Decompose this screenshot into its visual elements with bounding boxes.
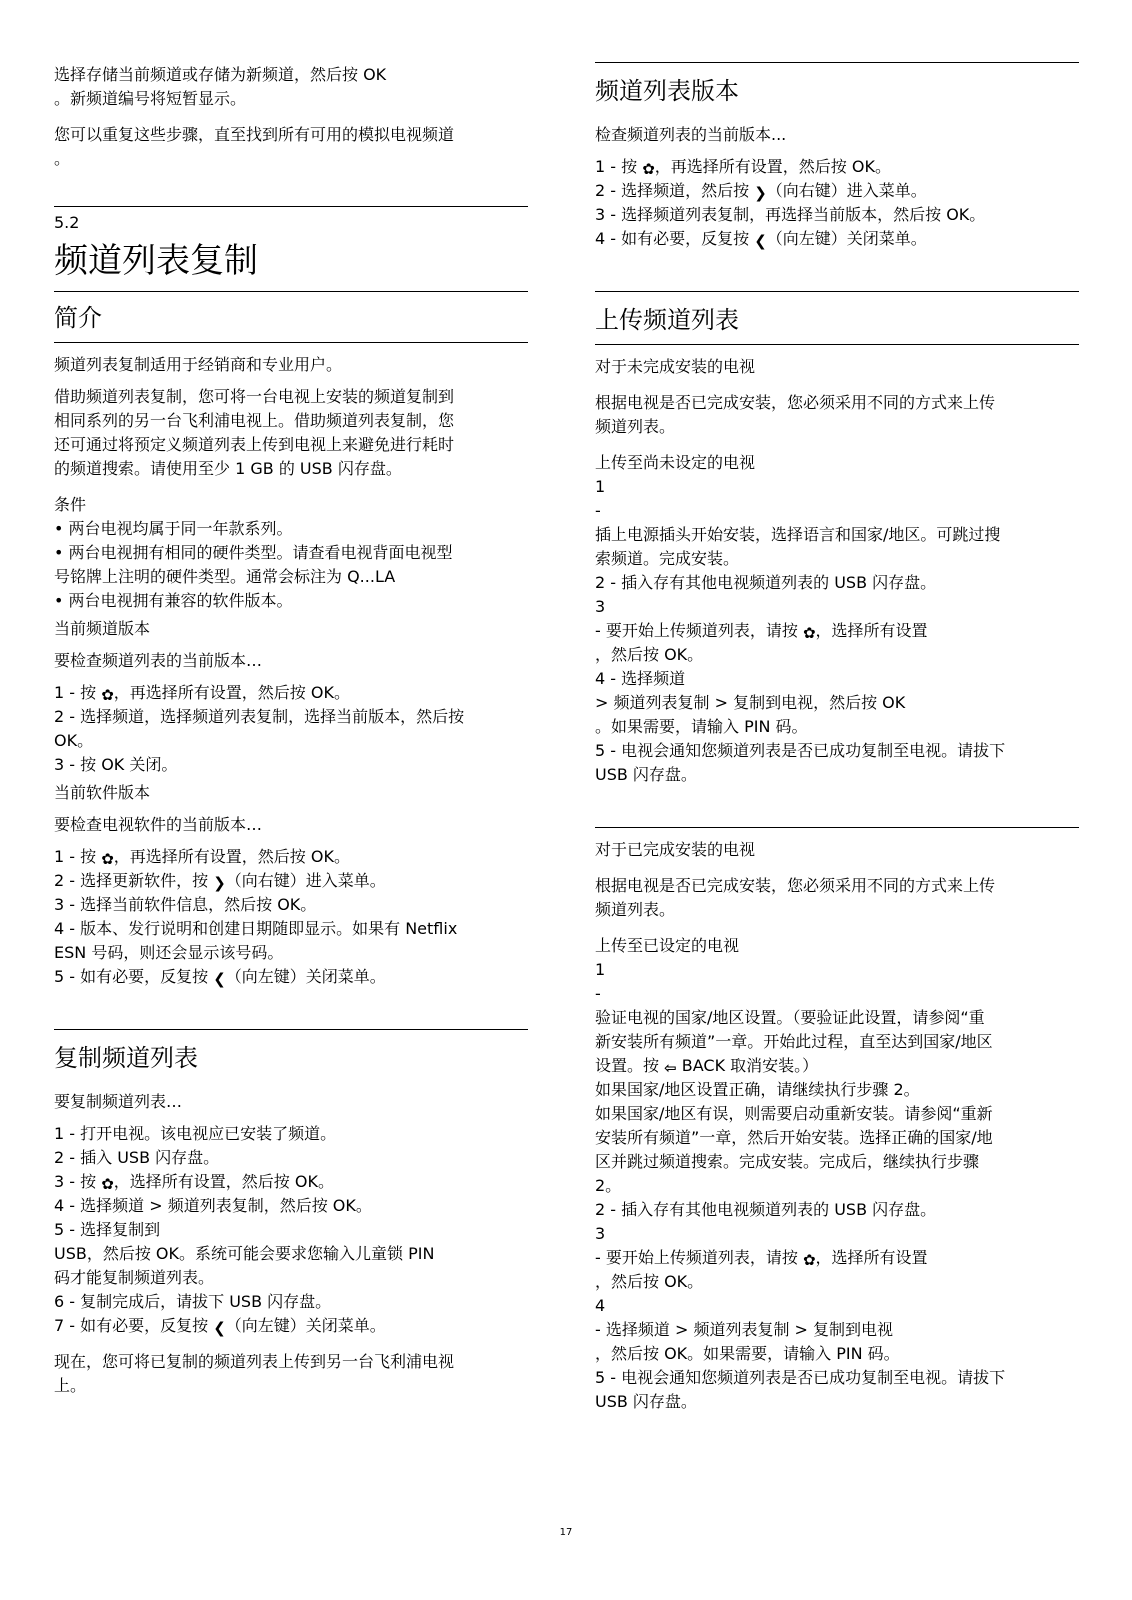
paragraph-line: 频道列表。 xyxy=(595,417,676,436)
page-number: 17 xyxy=(559,1527,573,1538)
chevron-left-icon: ❮ xyxy=(754,232,767,250)
step: 如果国家/地区设置正确，请继续执行步骤 2。 xyxy=(595,1080,920,1099)
step: ESN 号码，则还会显示该号码。 xyxy=(54,943,284,962)
step xyxy=(54,1314,528,1338)
step-number: 1 xyxy=(595,477,606,496)
step-text: BACK 取消安装。） xyxy=(676,1056,819,1075)
chevron-left-icon: ❮ xyxy=(213,970,226,988)
step: 安装所有频道”一章，然后开始安装。选择正确的国家/地 xyxy=(595,1128,993,1147)
paragraph: 频道列表复制适用于经销商和专业用户。 xyxy=(54,355,343,374)
step-text: ，选择所有设置 xyxy=(815,621,928,640)
step-text: ，再选择所有设置，然后按 OK。 xyxy=(654,157,891,176)
repeat-line: 您可以重复这些步骤，直至找到所有可用的模拟电视频道 xyxy=(54,125,455,144)
step-number: 4 xyxy=(595,1296,606,1315)
subheading: 对于未完成安装的电视 xyxy=(595,357,756,376)
paragraph: 检查频道列表的当前版本... xyxy=(595,125,787,144)
step xyxy=(595,1054,1079,1078)
step-number: 1 xyxy=(595,960,606,979)
step: 插上电源插头开始安装，选择语言和国家/地区。可跳过搜 xyxy=(595,525,1001,544)
condition-item: 号铭牌上注明的硬件类型。通常会标注为 Q...LA xyxy=(54,567,396,586)
step-text: 3 - 按 xyxy=(54,1172,102,1191)
step-text: （向右键）进入菜单。 xyxy=(766,181,927,200)
step-text: ，选择所有设置 xyxy=(815,1248,928,1267)
conditions-heading: 条件 xyxy=(54,495,87,514)
step-text: 7 - 如有必要，反复按 xyxy=(54,1316,214,1335)
step xyxy=(595,1246,1079,1270)
paragraph-line: 上。 xyxy=(54,1376,87,1395)
paragraph-line: 根据电视是否已完成安装，您必须采用不同的方式来上传 xyxy=(595,393,996,412)
section-divider xyxy=(54,206,528,207)
step: 新安装所有频道”一章。开始此过程，直至达到国家/地区 xyxy=(595,1032,993,1051)
step xyxy=(54,681,528,705)
settings-gear-icon: ✿ xyxy=(642,160,655,178)
paragraph-line: 借助频道列表复制，您可将一台电视上安装的频道复制到 xyxy=(54,387,455,406)
paragraph-line: 根据电视是否已完成安装，您必须采用不同的方式来上传 xyxy=(595,876,996,895)
step: 4 - 选择频道 > 频道列表复制，然后按 OK。 xyxy=(54,1196,372,1215)
title-divider xyxy=(54,291,528,292)
step: 码才能复制频道列表。 xyxy=(54,1268,215,1287)
repeat-line: 。 xyxy=(54,149,71,168)
step-text: 1 - 按 xyxy=(595,157,643,176)
subheading: 上传至尚未设定的电视 xyxy=(595,453,756,472)
settings-gear-icon: ✿ xyxy=(101,686,114,704)
step: OK。 xyxy=(54,731,94,750)
condition-item: • 两台电视拥有兼容的软件版本。 xyxy=(54,591,293,610)
heading-divider xyxy=(595,291,1079,292)
step-text: - 要开始上传频道列表，请按 xyxy=(595,621,803,640)
step-text: ，再选择所有设置，然后按 OK。 xyxy=(113,683,350,702)
step-text: 4 - 如有必要，反复按 xyxy=(595,229,755,248)
section-title: 频道列表复制 xyxy=(54,241,258,281)
intro-line: 选择存储当前频道或存储为新频道，然后按 OK xyxy=(54,65,387,84)
step-text: （向左键）关闭菜单。 xyxy=(225,1316,386,1335)
step: ，然后按 OK。 xyxy=(595,1272,704,1291)
settings-gear-icon: ✿ xyxy=(802,1251,816,1269)
step: 4 - 版本、发行说明和创建日期随即显示。如果有 Netflix xyxy=(54,919,458,938)
step-text: （向右键）进入菜单。 xyxy=(225,871,386,890)
step: 5 - 选择复制到 xyxy=(54,1220,161,1239)
back-arrow-icon: ⇦ xyxy=(664,1059,677,1077)
step: ，然后按 OK。如果需要，请输入 PIN 码。 xyxy=(595,1344,900,1363)
version-heading: 频道列表版本 xyxy=(595,77,739,105)
step xyxy=(54,869,528,893)
step: 验证电视的国家/地区设置。（要验证此设置，请参阅“重 xyxy=(595,1008,985,1027)
paragraph: 要检查频道列表的当前版本… xyxy=(54,651,263,670)
step-text: - 要开始上传频道列表，请按 xyxy=(595,1248,803,1267)
step: USB 闪存盘。 xyxy=(595,765,697,784)
step: 如果国家/地区有误，则需要启动重新安装。请参阅“重新 xyxy=(595,1104,993,1123)
paragraph-line: 现在，您可将已复制的频道列表上传到另一台飞利浦电视 xyxy=(54,1352,455,1371)
step: - 选择频道 > 频道列表复制 > 复制到电视 xyxy=(595,1320,894,1339)
settings-gear-icon: ✿ xyxy=(101,850,114,868)
right-column xyxy=(595,0,1079,1414)
step xyxy=(595,155,1079,179)
step: ，然后按 OK。 xyxy=(595,645,704,664)
step: 2 - 插入存有其他电视频道列表的 USB 闪存盘。 xyxy=(595,1200,937,1219)
settings-gear-icon: ✿ xyxy=(802,624,816,642)
step-text: 设置。按 xyxy=(595,1056,665,1075)
subheading: 上传至已设定的电视 xyxy=(595,936,740,955)
step: 2 - 插入 USB 闪存盘。 xyxy=(54,1148,220,1167)
step: USB 闪存盘。 xyxy=(595,1392,697,1411)
step: 2 - 插入存有其他电视频道列表的 USB 闪存盘。 xyxy=(595,573,937,592)
step: 5 - 电视会通知您频道列表是否已成功复制至电视。请拔下 xyxy=(595,741,1006,760)
step xyxy=(54,845,528,869)
step xyxy=(595,227,1079,251)
step: 4 - 选择频道 xyxy=(595,669,686,688)
paragraph-line: 还可通过将预定义频道列表上传到电视上来避免进行耗时 xyxy=(54,435,455,454)
upload-heading: 上传频道列表 xyxy=(595,306,739,334)
step: 3 - 选择当前软件信息，然后按 OK。 xyxy=(54,895,317,914)
step-dash: - xyxy=(595,984,601,1003)
intro-heading: 简介 xyxy=(54,304,102,332)
chevron-left-icon: ❮ xyxy=(213,1319,226,1337)
step-text: 5 - 如有必要，反复按 xyxy=(54,967,214,986)
paragraph-line: 频道列表。 xyxy=(595,900,676,919)
settings-gear-icon: ✿ xyxy=(101,1175,114,1193)
paragraph: 要复制频道列表… xyxy=(54,1092,183,1111)
step-text: （向左键）关闭菜单。 xyxy=(766,229,927,248)
step-text: 2 - 选择更新软件，按 xyxy=(54,871,214,890)
chevron-right-icon: ❯ xyxy=(754,184,767,202)
step-number: 3 xyxy=(595,1224,606,1243)
step-text: 1 - 按 xyxy=(54,683,102,702)
step: USB，然后按 OK。系统可能会要求您输入儿童锁 PIN xyxy=(54,1244,435,1263)
step xyxy=(595,179,1079,203)
heading-divider xyxy=(54,1029,528,1030)
step: 6 - 复制完成后，请拔下 USB 闪存盘。 xyxy=(54,1292,332,1311)
step-text: 2 - 选择频道，然后按 xyxy=(595,181,755,200)
subheading: 对于已完成安装的电视 xyxy=(595,840,756,859)
left-column xyxy=(54,0,528,1398)
step-text: （向左键）关闭菜单。 xyxy=(225,967,386,986)
intro-line: 。新频道编号将短暂显示。 xyxy=(54,89,247,108)
paragraph: 要检查电视软件的当前版本… xyxy=(54,815,263,834)
step xyxy=(54,1170,528,1194)
paragraph-line: 的频道搜索。请使用至少 1 GB 的 USB 闪存盘。 xyxy=(54,459,402,478)
step-number: 3 xyxy=(595,597,606,616)
step: 索频道。完成安装。 xyxy=(595,549,740,568)
section-number: 5.2 xyxy=(54,213,80,232)
subheading: 当前频道版本 xyxy=(54,619,151,638)
copy-heading: 复制频道列表 xyxy=(54,1044,198,1072)
step-text: 1 - 按 xyxy=(54,847,102,866)
step: 1 - 打开电视。该电视应已安装了频道。 xyxy=(54,1124,337,1143)
step: 区并跳过频道搜索。完成安装。完成后，继续执行步骤 xyxy=(595,1152,980,1171)
heading-divider xyxy=(595,62,1079,63)
condition-item: • 两台电视均属于同一年款系列。 xyxy=(54,519,293,538)
subheading: 当前软件版本 xyxy=(54,783,151,802)
step xyxy=(54,965,528,989)
step-text: ，再选择所有设置，然后按 OK。 xyxy=(113,847,350,866)
step: 5 - 电视会通知您频道列表是否已成功复制至电视。请拔下 xyxy=(595,1368,1006,1387)
step: 2。 xyxy=(595,1176,622,1195)
condition-item: • 两台电视拥有相同的硬件类型。请查看电视背面电视型 xyxy=(54,543,453,562)
chevron-right-icon: ❯ xyxy=(213,874,226,892)
step: 3 - 选择频道列表复制，再选择当前版本，然后按 OK。 xyxy=(595,205,986,224)
step-dash: - xyxy=(595,501,601,520)
step: 3 - 按 OK 关闭。 xyxy=(54,755,178,774)
paragraph-line: 相同系列的另一台飞利浦电视上。借助频道列表复制，您 xyxy=(54,411,455,430)
step: > 频道列表复制 > 复制到电视，然后按 OK xyxy=(595,693,906,712)
step: 。如果需要，请输入 PIN 码。 xyxy=(595,717,808,736)
step xyxy=(595,619,1079,643)
step-text: ，选择所有设置，然后按 OK。 xyxy=(113,1172,334,1191)
step: 2 - 选择频道，选择频道列表复制，选择当前版本，然后按 xyxy=(54,707,465,726)
